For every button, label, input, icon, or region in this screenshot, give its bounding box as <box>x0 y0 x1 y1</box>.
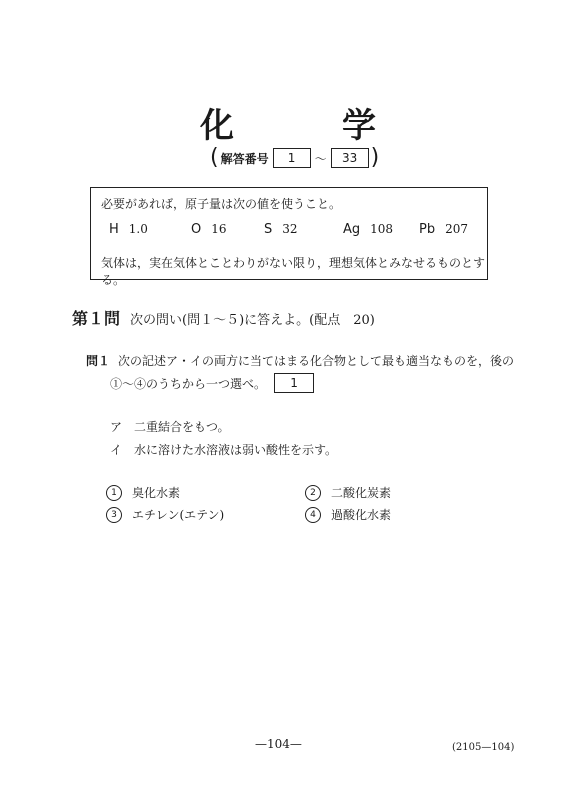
answer-range-label: 解答番号 <box>220 151 269 166</box>
choice-number: 1 <box>106 485 122 501</box>
info-line3: 気体は，実在気体とことわりがない限り，理想気体とみなせるものとする。 <box>101 256 486 287</box>
atomic-mass-box <box>90 187 488 287</box>
answer-range <box>210 145 379 171</box>
info-line1: 必要があれば，原子量は次の値を使うこと。 <box>101 197 342 211</box>
answer-range-to: 33 <box>331 148 369 168</box>
mass-h <box>109 222 148 237</box>
choice-1 <box>106 484 180 501</box>
choice-text: エチレン(エテン) <box>132 508 225 522</box>
mass-ag <box>343 222 393 237</box>
question-label: 問１ <box>86 354 111 368</box>
mass-value: 108 <box>370 222 394 236</box>
mass-symbol: O <box>191 222 202 237</box>
choice-text: 臭化水素 <box>132 486 181 500</box>
choice-3 <box>106 506 224 523</box>
mass-value: 1.0 <box>128 222 148 236</box>
question-text: 次の記述ア・イの両方に当てはまる化合物として最も適当なものを，後の <box>118 354 515 368</box>
answer-range-from: 1 <box>273 148 311 168</box>
title-char-left: 化 <box>200 106 234 146</box>
question-line1 <box>86 352 514 369</box>
answer-range-sep: 〜 <box>314 151 327 166</box>
statement-key: イ <box>110 443 123 457</box>
mass-value: 16 <box>211 222 227 236</box>
question-line2 <box>110 373 314 393</box>
statement-a <box>110 418 230 435</box>
choice-2 <box>305 484 391 501</box>
mass-symbol: Ag <box>343 222 361 237</box>
mass-value: 207 <box>445 222 468 236</box>
mass-symbol: H <box>109 222 119 237</box>
mass-symbol: Pb <box>419 222 436 237</box>
section-text: 次の問い(問１〜５)に答えよ。(配点 20) <box>130 313 375 328</box>
answer-box: 1 <box>274 373 314 393</box>
open-paren-glyph: ( <box>210 145 219 170</box>
choice-text: 過酸化水素 <box>331 508 392 522</box>
choice-number: 2 <box>305 485 321 501</box>
mass-pb <box>419 222 468 237</box>
choice-text: 二酸化炭素 <box>331 486 392 500</box>
close-paren-glyph: ) <box>370 145 380 170</box>
mass-o <box>191 222 227 237</box>
statement-i <box>110 441 337 458</box>
mass-value: 32 <box>282 222 298 236</box>
question-text-2: ①〜④のうちから一つ選べ。 <box>110 376 267 391</box>
title-char-right: 学 <box>342 106 376 146</box>
section-label: 第１問 <box>72 309 121 328</box>
choice-number: 3 <box>106 507 122 523</box>
statement-text: 水に溶けた水溶液は弱い酸性を示す。 <box>134 443 338 457</box>
exam-code: (2105—104) <box>452 742 515 753</box>
mass-symbol: S <box>264 222 273 237</box>
choice-number: 4 <box>305 507 321 523</box>
choice-4 <box>305 506 391 523</box>
statement-text: 二重結合をもつ。 <box>134 420 230 434</box>
section-heading <box>72 306 375 329</box>
mass-s <box>264 222 298 237</box>
page-number: —104— <box>255 737 302 751</box>
statement-key: ア <box>110 420 123 434</box>
